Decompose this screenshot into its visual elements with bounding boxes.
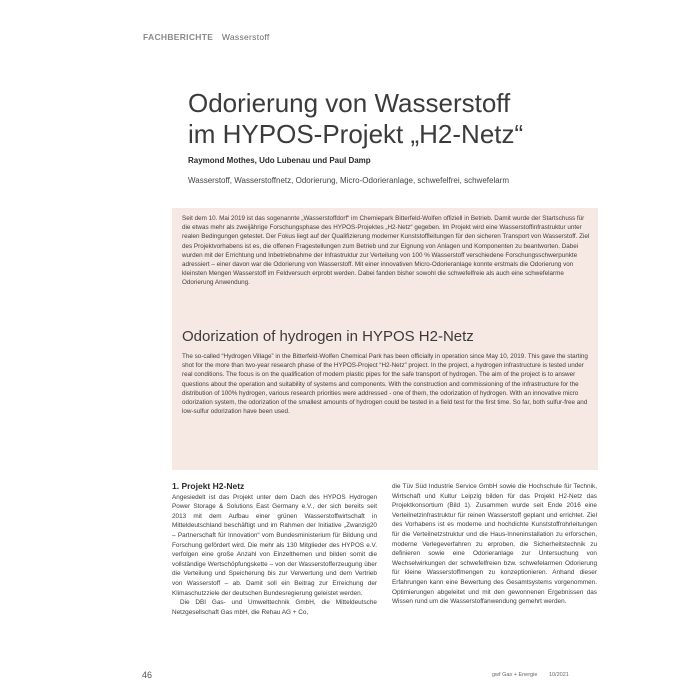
article-keywords: Wasserstoff, Wasserstoffnetz, Odorierung, Micro-Odorieranlage, schwefelfrei, schwefelarm [188, 176, 510, 185]
magazine-name: gwf Gas + Energie [492, 672, 538, 678]
abstract-box [172, 208, 598, 470]
abstract-english-heading: Odorization of hydrogen in HYPOS H2-Netz [182, 328, 474, 345]
body-paragraph: Die DBI Gas- und Umwelttechnik GmbH, die Mitteldeutsche Netzgesellschaft Gas mbH, die Rehau AG + Co, [172, 599, 377, 616]
article-title: Odorierung von Wasserstoff im HYPOS-Projekt „H2-Netz“ [188, 88, 524, 149]
abstract-english: The so-called “Hydrogen Village” in the Bitterfeld-Wolfen Chemical Park has been officially in operation since May 10, 2019. This gave the starting shot for the more than two-year research phase of the HYPOS-Project “H2-Netz” project. In the project, a hydrogen infrastructure is tested under real conditions. The focus is on the qualification of modern plastic pipes for the safe transport of hydrogen. The aim of the project is to answer questions about the operation and suitability of systems and components. With the construction and commissioning of the infrastructure for the distribution of 100% hydrogen, various research priorities were addressed - one of them, the odorization of hydrogen. With an innovative micro odorization system, the odorization of the smallest amounts of hydrogen could be tested in a field test for the first time. So far, both sulfur-free and low-sulfur odorization have been used. [182, 353, 588, 416]
body-column-left [172, 482, 377, 617]
body-paragraph: Angesiedelt ist das Projekt unter dem Dach des HYPOS Hydrogen Power Storage & Solutions East Germany e.V., der sich bereits seit 2013 mit dem Aufbau einer grünen Wasserstoffwirtschaft in Mitteldeutschland beschäftigt und im Rahmen der Initiative „Zwanzig20 – Partnerschaft für Innovation“ vom Bundesministerium für Bildung und Forschung gefördert wird. Die mehr als 130 Mitglieder des HYPOS e.V. verfolgen eine große Anzahl von Einzelthemen und bilden somit die vollständige Wertschöpfungskette – von der Wasserstofferzeugung über die Verteilung und Speicherung bis zur Verwertung und dem Vertrieb von Wasserstoff – ab. Damit soll ein Beitrag zur Erreichung der Klimaschutzziele der deutschen Bundesregierung geleistet werden. [172, 493, 377, 597]
article-authors: Raymond Mothes, Udo Lubenau und Paul Damp [188, 156, 371, 165]
section-label: FACHBERICHTE [143, 32, 214, 42]
page-header [143, 32, 270, 42]
section-heading: 1. Projekt H2-Netz [172, 481, 245, 491]
body-column-right [392, 482, 597, 607]
page-number: 46 [142, 670, 153, 680]
issue-number: 10/2021 [548, 672, 569, 678]
magazine-footer [492, 672, 569, 678]
abstract-german: Seit dem 10. Mai 2019 ist das sogenannte „Wasserstoffdorf“ im Chemiepark Bitterfeld-Wolfen offiziell in Betrieb. Damit wurde der Startschuss für die etwas mehr als zweijährige Forschungsphase des HYPOS-Projektes „H2-Netz“ gegeben. Im Projekt wird eine Wasserstoffinfrastruktur unter realen Bedingungen getestet. Der Fokus liegt auf der Qualifizierung moderner Kunststoffleitungen für den sicheren Transport von Wasserstoff. Ziel des Projektvorhabens ist es, die offenen Fragestellungen zum Betrieb und zur Eignung von Anlagen und Komponenten zu beantworten. Dabei wurden mit der Errichtung und Inbetriebnahme der Infrastruktur zur Verteilung von 100 % Wasserstoff verschiedene Forschungsschwerpunkte adressiert – einer davon war die Odorierung von Wasserstoff. Mit einer innovativen Micro-Odorieranlage konnte erstmals die Odorierung von kleinsten Mengen Wasserstoff im Feldversuch erprobt werden. Dabei fanden bisher sowohl die schwefelfreie als auch eine schwefelarme Odorierung Anwendung. [182, 215, 590, 287]
topic-label: Wasserstoff [221, 32, 270, 42]
body-paragraph: die Tüv Süd Industrie Service GmbH sowie die Hochschule für Technik, Wirtschaft und Kultur Leipzig bilden für das Projekt H2-Netz das Projektkonsortium (Bild 1). Zusammen wurde seit Ende 2016 eine Verteilnetzinfrastruktur für reinen Wasserstoff geplant und errichtet. Ziel des Vorhabens ist es moderne und hochdichte Kunststoffrohrleitungen für die Verteilnetzstruktur und die Haus-Inneninstallation zu erforschen, moderne Verlegeverfahren zu erproben, die Sicherheitstechnik zu definieren sowie eine Odorieranlage zur Untersuchung von Wechselwirkungen der schwefelfreien bzw. schwefelarmen Odorierung für kleine Wasserstoffmengen zu konzeptionieren. Anhand dieser Erfahrungen kann eine Bewertung des Gesamtsystems vorgenommen. Optimierungen abgeleitet und mit den gewonnenen Ergebnissen das Wissen rund um die Wasserstoffanwendung gemehrt werden. [392, 483, 597, 606]
